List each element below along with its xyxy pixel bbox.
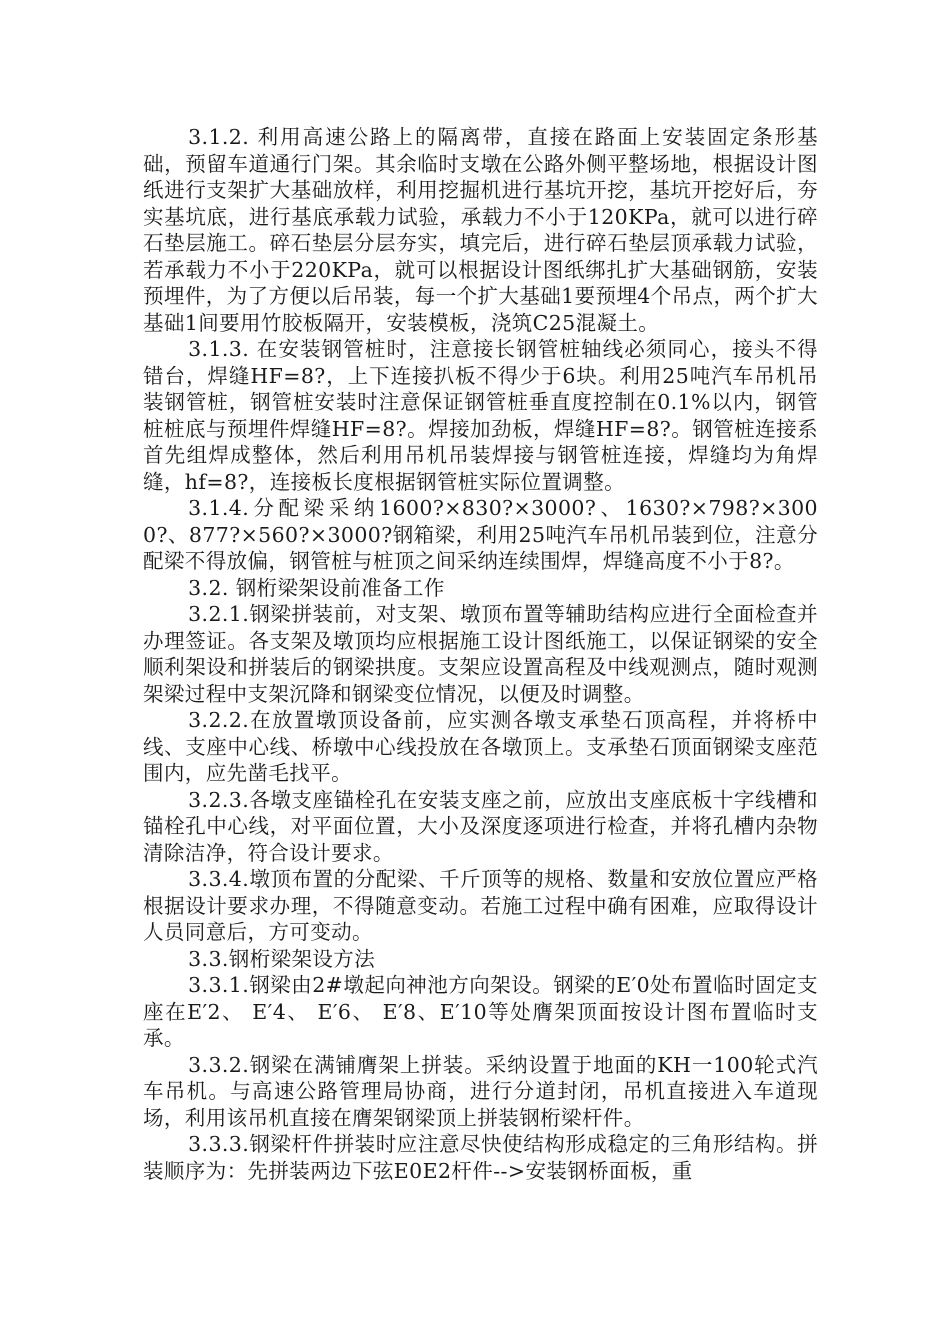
paragraph-3-2-3: 3.2.3.各墩支座锚栓孔在安装支座之前，应放出支座底板十字线槽和锚栓孔中心线，对平面位置，大小及深度逐项进行检查，并将孔槽内杂物清除洁净，符合设计要求。: [143, 787, 818, 865]
paragraph-3-3-4: 3.3.4.墩顶布置的分配梁、千斤顶等的规格、数量和安放位置应严格根据设计要求办理，不得随意变动。若施工过程中确有困难，应取得设计人员同意后，方可变动。: [143, 867, 818, 944]
document-body: [143, 124, 818, 1184]
paragraph-3-3-3: 3.3.3.钢梁杆件拼装时应注意尽快使结构形成稳定的三角形结构。拼装顺序为：先拼装两边下弦E0E2杆件-->安装钢桥面板，重: [143, 1132, 818, 1183]
section-heading-3-3: 3.3.钢桁梁架设方法: [188, 946, 376, 971]
paragraph-3-2-2: 3.2.2.在放置墩顶设备前，应实测各墩支承垫石顶高程，并将桥中线、支座中心线、桥墩中心线投放在各墩顶上。支承垫石顶面钢梁支座范围内，应先凿毛找平。: [143, 708, 818, 785]
paragraph-3-2-1: 3.2.1.钢梁拼装前，对支架、墩顶布置等辅助结构应进行全面检查并办理签证。各支架及墩顶均应根据施工设计图纸施工，以保证钢梁的安全顺利架设和拼装后的钢梁拱度。支架应设置高程及中线观测点，随时观测架梁过程中支架沉降和钢梁变位情况，以便及时调整。: [143, 602, 818, 706]
section-heading-3-2: 3.2. 钢桁梁架设前准备工作: [188, 575, 445, 600]
paragraph-3-3-1: 3.3.1.钢梁由2#墩起向神池方向架设。钢梁的E′0处布置临时固定支座在E′2、 E′4、 E′6、 E′8、E′10等处膺架顶面按设计图布置临时支承。: [143, 973, 818, 1050]
paragraph-3-1-3: 3.1.3. 在安装钢管桩时，注意接长钢管桩轴线必须同心，接头不得错台，焊缝HF=8?，上下连接扒板不得少于6块。利用25吨汽车吊机吊装钢管桩，钢管桩安装时注意保证钢管桩垂直度控制在0.1%以内，钢管桩桩底与预埋件焊缝HF=8?。焊接加劲板，焊缝HF=8?。钢管桩连接系首先组焊成整体，然后利用吊机吊装焊接与钢管桩连接，焊缝均为角焊缝，hf=8?，连接板长度根据钢管桩实际位置调整。: [143, 337, 818, 494]
paragraph-3-3-2: 3.3.2.钢梁在满铺膺架上拼装。采纳设置于地面的KH一100轮式汽车吊机。与高速公路管理局协商，进行分道封闭，吊机直接进入车道现场，利用该吊机直接在膺架钢梁顶上拼装钢桁梁杆件。: [143, 1052, 818, 1130]
paragraph-3-1-2: 3.1.2. 利用高速公路上的隔离带，直接在路面上安装固定条形基础，预留车道通行门架。其余临时支墩在公路外侧平整场地，根据设计图纸进行支架扩大基础放样，利用挖掘机进行基坑开挖，基坑开挖好后，夯实基坑底，进行基底承载力试验，承载力不小于120KPa，就可以进行碎石垫层施工。碎石垫层分层夯实，填完后，进行碎石垫层顶承载力试验，若承载力不小于220KPa，就可以根据设计图纸绑扎扩大基础钢筋，安装预埋件，为了方便以后吊装，每一个扩大基础1要预埋4个吊点，两个扩大基础1间要用竹胶板隔开，安装模板，浇筑C25混凝土。: [143, 125, 818, 335]
paragraph-3-1-4: 3.1.4.分配梁采纳1600?×830?×3000?、1630?×798?×3000?、877?×560?×3000?钢箱梁，利用25吨汽车吊机吊装到位，注意分配梁不得放偏，钢管桩与桩顶之间采纳连续围焊，焊缝高度不小于8?。: [143, 496, 818, 573]
